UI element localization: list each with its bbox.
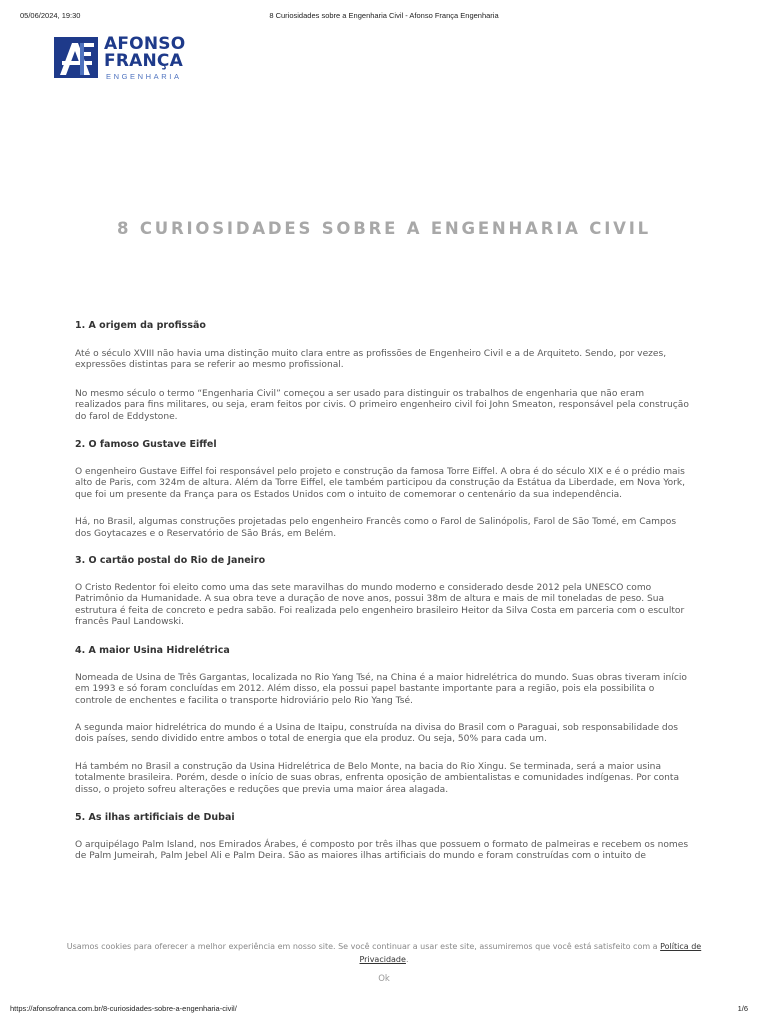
logo-text-afonso: AFONSO bbox=[104, 34, 186, 54]
cookie-consent-bar bbox=[0, 930, 768, 994]
section-heading: 3. O cartão postal do Rio de Janeiro bbox=[75, 555, 266, 567]
section-heading: 2. O famoso Gustave Eiffel bbox=[75, 439, 217, 451]
section-heading: 5. As ilhas artificiais de Dubai bbox=[75, 811, 235, 823]
company-logo[interactable] bbox=[54, 34, 184, 80]
privacy-policy-link[interactable]: Política de Privacidade bbox=[359, 942, 702, 964]
section-paragraph: Há, no Brasil, algumas construções projetadas pelo engenheiro Francês como o Farol de Salinópolis, Farol de São Tomé, em Campos dos Goytacazes e o Reservatório de São Brás, em Belém. bbox=[75, 517, 677, 539]
section-paragraph: O engenheiro Gustave Eiffel foi responsável pelo projeto e construção da famosa Torre Eiffel. A obra é do século XIX e é o prédio mais alto de Paris, com 324m de altura. Além da Torre Eiffel, ele também participou da construção da Estátua da Liberdade, em Nova York, que foi um presente da França para os Estados Unidos com o intuito de comemorar o centenário da sua independência. bbox=[75, 467, 686, 500]
print-footer bbox=[0, 1002, 768, 1014]
section-paragraph: A segunda maior hidrelétrica do mundo é a Usina de Itaipu, construída na divisa do Brasil com o Paraguai, sob responsabilidade dos dois países, sendo dividido entre ambos o total de energia que ela produz. Ou seja, 50% para cada um. bbox=[75, 722, 679, 745]
logo-text-franca: FRANÇA bbox=[104, 51, 183, 71]
section-paragraph: Até o século XVIII não havia uma distinção muito clara entre as profissões de Engenheiro Civil e a de Arquiteto. Sendo, por vezes, expressões distintas para se referir ao mesmo profissional. bbox=[75, 349, 667, 371]
section-heading: 1. A origem da profissão bbox=[75, 320, 206, 331]
section-paragraph: O Cristo Redentor foi eleito como uma das sete maravilhas do mundo moderno e considerado desde 2012 pela UNESCO como Patrimônio da Humanidade. A sua obra teve a duração de nove anos, possui 38m de altura e mais de mil toneladas de peso. Sua estrutura é feita de concreto e pedra sabão. Foi realizada pelo engenheiro brasileiro Heitor da Silva Costa em parceria com o escultor francês Paul Landowski. bbox=[75, 583, 685, 628]
cookie-ok-button[interactable]: Ok bbox=[378, 974, 390, 984]
section-heading: 4. A maior Usina Hidrelétrica bbox=[75, 644, 230, 656]
print-header bbox=[0, 9, 768, 23]
cookie-text-end: . bbox=[405, 955, 409, 964]
section-paragraph: Há também no Brasil a construção da Usina Hidrelétrica de Belo Monte, na bacia do Rio Xingu. Se terminada, será a maior usina totalmente brasileira. Porém, desde o início de suas obras, enfrenta oposição de ambientalistas e comunidades indígenas. Por conta disso, o projeto sofreu alterações e reduções que previa uma maior área alagada. bbox=[75, 761, 680, 795]
logo-text-engenharia: ENGENHARIA bbox=[106, 72, 182, 81]
page-counter: 1/6 bbox=[737, 1004, 748, 1013]
article-content bbox=[75, 320, 693, 863]
print-date: 05/06/2024, 19:30 bbox=[20, 11, 81, 20]
cookie-text: Usamos cookies para oferecer a melhor experiência em nosso site. Se você continuar a usar este site, assumiremos que você está satisfeito com a bbox=[66, 942, 661, 951]
page-title: 8 CURIOSIDADES SOBRE A ENGENHARIA CIVIL bbox=[117, 219, 651, 239]
print-url: https://afonsofranca.com.br/8-curiosidades-sobre-a-engenharia-civil/ bbox=[10, 1004, 237, 1013]
print-doc-title: 8 Curiosidades sobre a Engenharia Civil - Afonso França Engenharia bbox=[269, 11, 499, 20]
section-paragraph: O arquipélago Palm Island, nos Emirados Árabes, é composto por três ilhas que possuem o formato de palmeiras e recebem os nomes de Palm Jumeirah, Palm Jebel Ali e Palm Deira. São as maiores ilhas artificiais do mundo e foram construídas com o intuito de bbox=[75, 839, 689, 862]
cookie-message bbox=[60, 940, 708, 966]
section-paragraph: No mesmo século o termo “Engenharia Civil” começou a ser usado para distinguir os trabalhos de engenharia que não eram realizados para fins militares, ou seja, eram feitos por civis. O primeiro engenheiro civil foi John Smeaton, responsável pela construção do farol de Eddystone. bbox=[75, 388, 689, 422]
af-logo-icon bbox=[54, 37, 98, 78]
section-paragraph: Nomeada de Usina de Três Gargantas, localizada no Rio Yang Tsé, na China é a maior hidrelétrica do mundo. Suas obras tiveram início em 1993 e só foram concluídas em 2012. Além disso, ela possui papel bastante importante para a região, pois ela possibilita o controle de enchentes e facilita o transporte hidroviário pelo Rio Yang Tsé. bbox=[75, 672, 687, 706]
